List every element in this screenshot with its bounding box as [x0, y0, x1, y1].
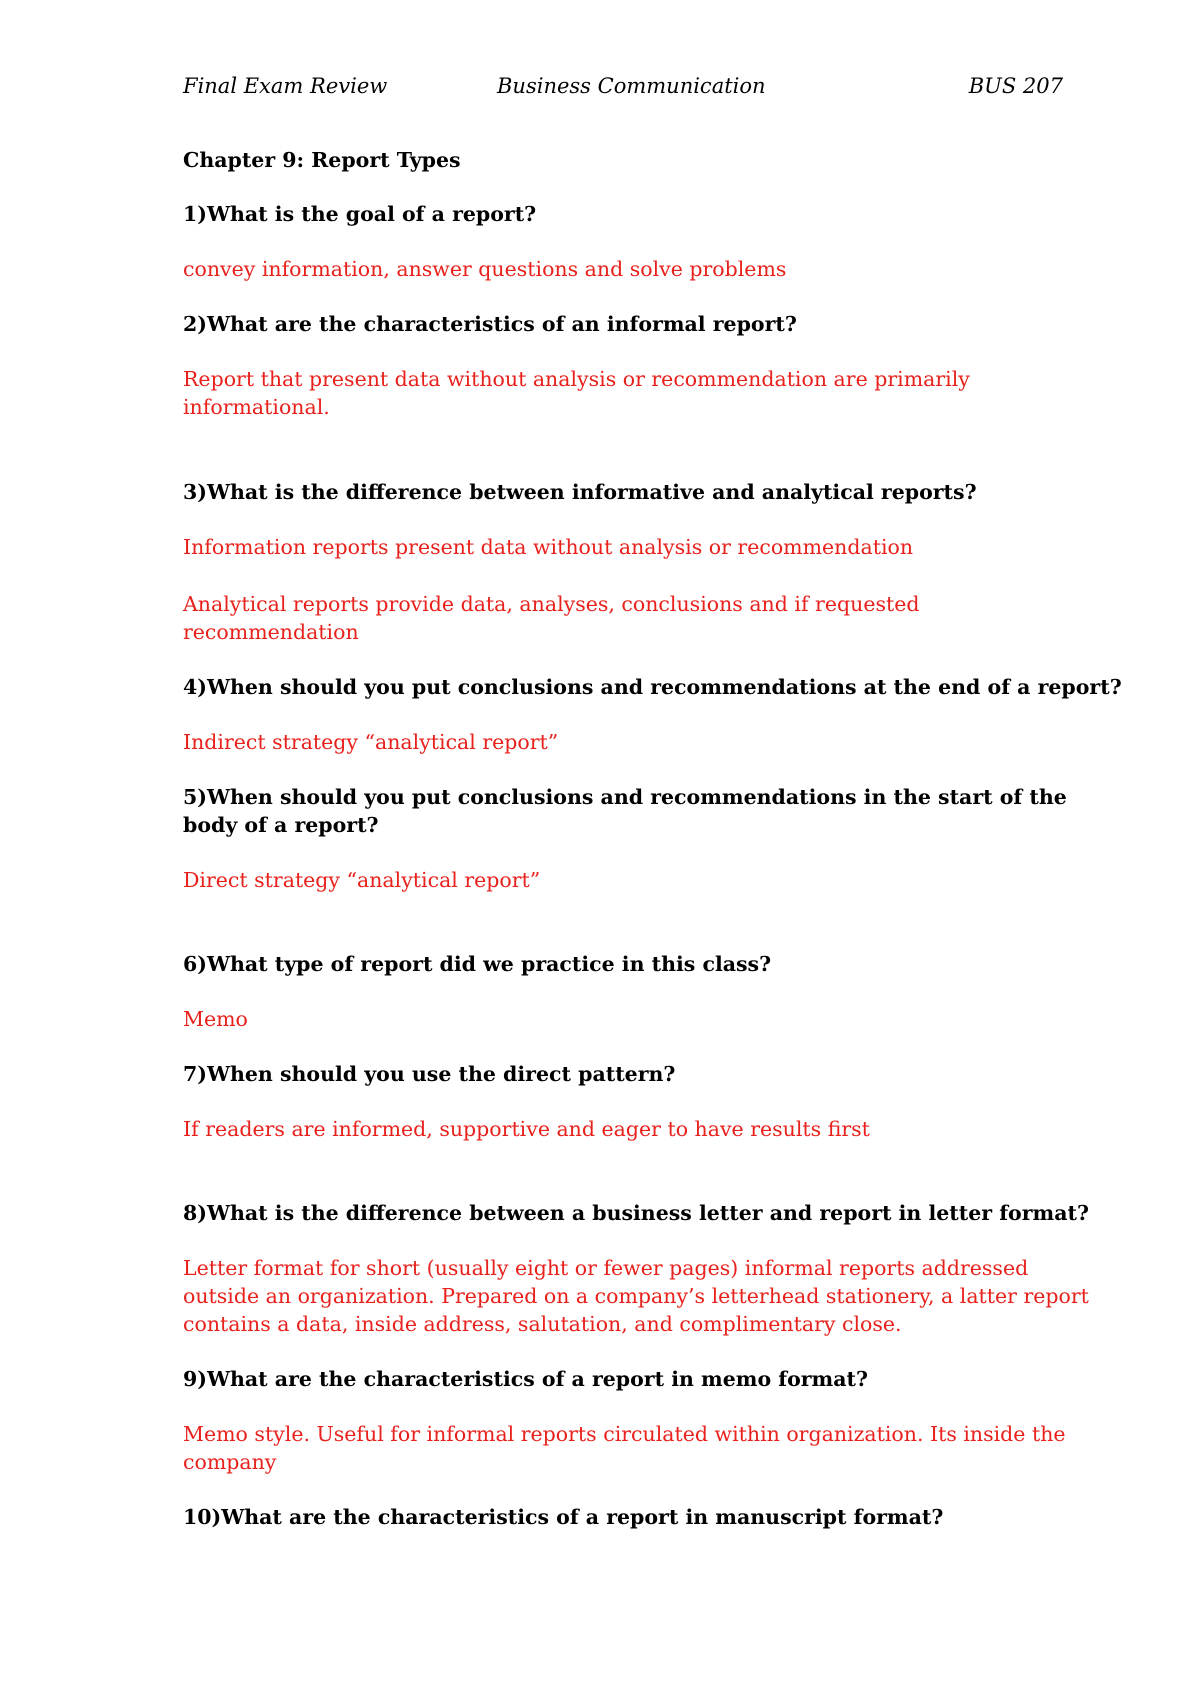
page-header [183, 74, 1063, 104]
answer-6: Memo [183, 1007, 248, 1031]
header-center: Business Communication [497, 74, 766, 98]
question-5-line-1: 5)When should you put conclusions and recommendations in the start of the [183, 785, 1067, 809]
answer-2-line-2: informational. [183, 395, 330, 419]
answer-2-line-1: Report that present data without analysis or recommendation are primarily [183, 367, 970, 391]
question-5-line-2: body of a report? [183, 813, 379, 837]
answer-8-line-2: outside an organization. Prepared on a company’s letterhead stationery, a latter report [183, 1284, 1089, 1308]
chapter-title: Chapter 9: Report Types [183, 148, 461, 172]
answer-7: If readers are informed, supportive and eager to have results first [183, 1117, 870, 1141]
question-10: 10)What are the characteristics of a report in manuscript format? [183, 1505, 944, 1529]
question-9: 9)What are the characteristics of a report in memo format? [183, 1367, 869, 1391]
answer-5: Direct strategy “analytical report” [183, 868, 541, 892]
question-8: 8)What is the difference between a business letter and report in letter format? [183, 1201, 1089, 1225]
answer-3a: Information reports present data without analysis or recommendation [183, 535, 914, 559]
question-7: 7)When should you use the direct pattern? [183, 1062, 676, 1086]
question-6: 6)What type of report did we practice in this class? [183, 952, 772, 976]
answer-8-line-1: Letter format for short (usually eight or fewer pages) informal reports addressed [183, 1256, 1029, 1280]
answer-3b-line-2: recommendation [183, 620, 359, 644]
question-1: 1)What is the goal of a report? [183, 202, 537, 226]
question-2: 2)What are the characteristics of an informal report? [183, 312, 797, 336]
answer-4: Indirect strategy “analytical report” [183, 730, 559, 754]
question-4: 4)When should you put conclusions and recommendations at the end of a report? [183, 675, 1122, 699]
answer-1: convey information, answer questions and solve problems [183, 257, 787, 281]
question-3: 3)What is the difference between informative and analytical reports? [183, 480, 977, 504]
answer-3b-line-1: Analytical reports provide data, analyses, conclusions and if requested [183, 592, 920, 616]
answer-9-line-2: company [183, 1450, 277, 1474]
answer-8-line-3: contains a data, inside address, salutation, and complimentary close. [183, 1312, 902, 1336]
header-left: Final Exam Review [183, 74, 388, 98]
header-right: BUS 207 [968, 74, 1063, 98]
answer-9-line-1: Memo style. Useful for informal reports circulated within organization. Its inside the [183, 1422, 1066, 1446]
